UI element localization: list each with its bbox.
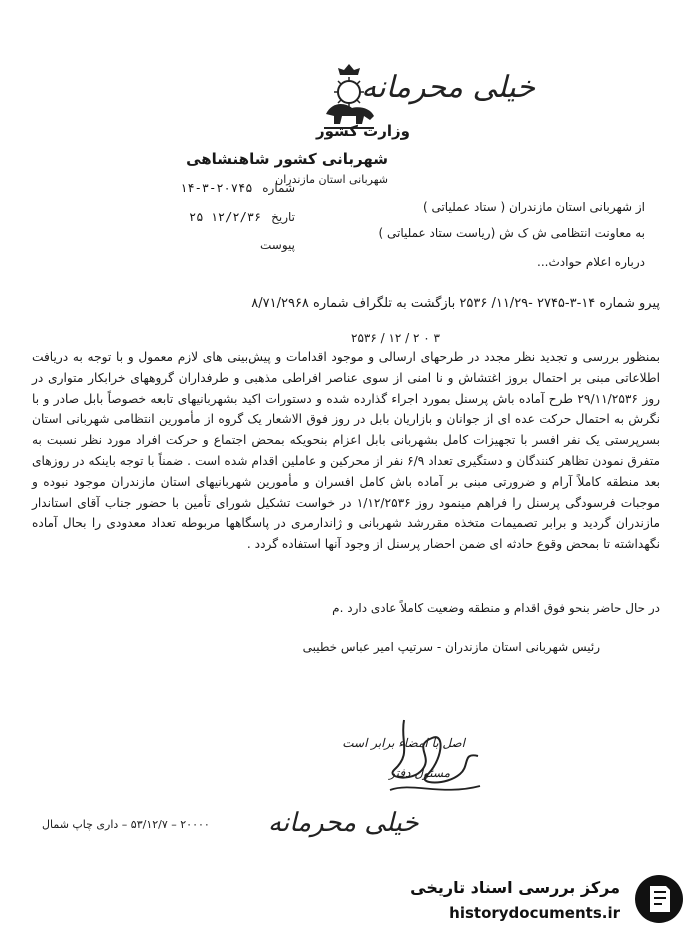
classification-bottom: خیلی محرمانه (268, 808, 419, 838)
print-info: ۲۰۰۰۰ – ۵۳/۱۲/۷ – داری چاپ شمال (42, 818, 210, 831)
date-field (189, 210, 295, 224)
classification-top: خیلی محرمانه (361, 70, 535, 105)
watermark (410, 868, 690, 930)
attachment-label: پیوست (260, 238, 295, 252)
reference-line: پیرو شماره ۱۴-۳-۲۷۴۵ -۱۱/۲۹/ ۲۵۳۶ بازگشت به تلگراف شماره ۸/۷۱/۲۹۶۸ (251, 296, 660, 311)
handwritten-note-2: مسئول دفتر (389, 766, 450, 780)
watermark-url: historydocuments.ir (449, 904, 620, 922)
signature-line: رئیس شهربانی استان مازندران - سرتیپ امیر عباس خطیبی (302, 640, 600, 654)
number-value: ۲۰۷۴۵-۳-۱۴ (180, 181, 253, 195)
number-label: شماره (262, 181, 295, 195)
number-field (180, 181, 295, 195)
handwritten-signature (382, 712, 487, 800)
attachment-field (260, 238, 295, 252)
date-value: ۱۲/۲/۳۶ ۲۵ (189, 210, 262, 224)
handwritten-note-1: اصل با امضاء برابر است (342, 736, 465, 750)
to-line: به معاونت انتظامی ش ک ش (ریاست ستاد عملیاتی ) (378, 226, 645, 240)
ministry-title: وزارت کشور (315, 122, 410, 140)
date-label: تاریخ (271, 210, 295, 224)
body-text: بمنظور بررسی و تجدید نظر مجدد در طرحهای ارسالی و موجود اقدامات و پیش‌بینی های لازم معمول و با توجه به دریافت اطلاعاتی مبنی بر احتمال بروز اغتشاش و نا امنی از سوی عناصر افراطی مذهبی و طرفداران گروههای خرابکار متواری در روز ۲۹/۱۱/۲۵۳۶ طرح آماده باش پرسنل بمورد اجراء گذارده شده و دستورات اکید بشهربانیهای تابعه خصوصاً بابل صادر و با نگرش به احتمال حرکت عده ای از جوانان و بازاریان بابل در روز فوق الاشعار یک گروه از مأمورین انتظامی شهربانی استان بسرپرستی یک نفر افسر با تجهیزات کامل بشهربانی بابل اعزام بنحویکه بمحض اجتماع و حرکت افراد مورد نظر نسبت به متفرق نمودن تظاهر کنندگان و دستگیری تعداد ۶/۹ نفر از محرکین و عاملین اقدام شده است . ضمناً با توجه باینکه در روزهای بعد منطقه کاملاً آرام و ضرورتی مبنی بر آماده باش کامل افسران و مأمورین شهربانیهای استان مازندران موجود نبوده و موجبات فرسودگی پرسنل را فراهم مینمود روز ۱/۱۲/۲۵۳۶ در خواست تشکیل شورای تأمین با حضور جناب آقای استاندار مازندران گردید و برابر تصمیمات متخذه مقررشد شهربانی و ژاندارمری در پاسگاهها مربوطه تعداد معدودی را بحال آماده نگهداشته تا بمحض وقوع حادثه ای ضمن احضار پرسنل از وجود آنها استفاده گردد . (32, 350, 660, 552)
subject-line: درباره اعلام حوادث... (537, 255, 645, 269)
reference-date: ۲۵۳۶ / ۱۲ / ۲ ۰ ۳ (351, 331, 440, 345)
from-line: از شهربانی استان مازندران ( ستاد عملیاتی ) (422, 200, 645, 214)
status-line: در حال حاضر بنحو فوق اقدام و منطقه وضعیت کاملاً عادی دارد .م (332, 601, 660, 615)
watermark-org: مرکز بررسی اسناد تاریخی (410, 878, 620, 897)
governorate-title: شهربانی کشور شاهنشاهی (186, 150, 388, 168)
lion-sun-emblem-icon (318, 62, 380, 130)
province-office: شهربانی استان مازندران (275, 173, 388, 186)
archive-logo-icon (632, 872, 686, 926)
